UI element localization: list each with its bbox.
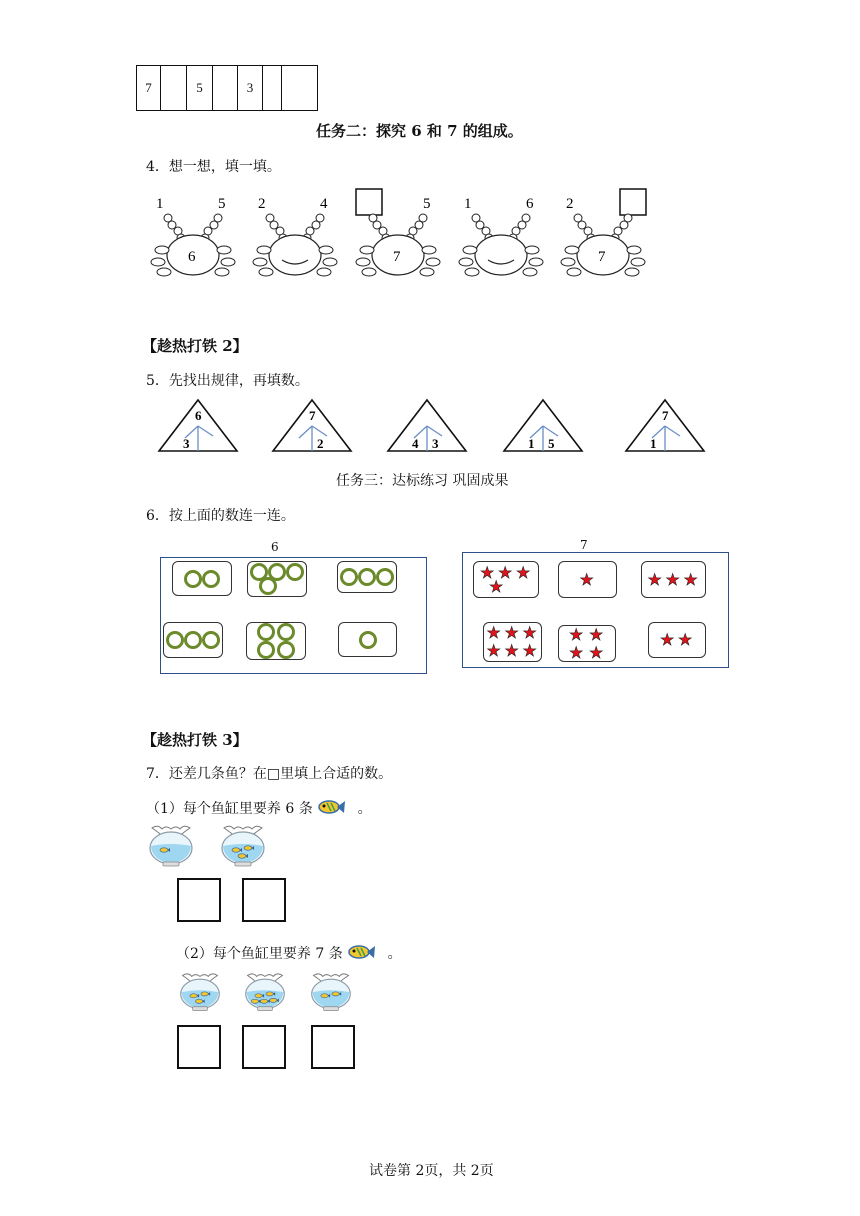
left-number: 2 [258,196,266,212]
q7-part2-end: 。 [387,946,402,962]
number-triangle [157,398,239,454]
answer-box[interactable] [242,1025,286,1069]
q6-left-number: 6 [271,540,279,554]
star: ★ [504,623,519,642]
task2-title: 任务二：探究 6 和 7 的组成。 [316,122,523,140]
star: ★ [522,641,537,660]
star: ★ [498,562,513,582]
ring [257,641,275,659]
answer-box[interactable] [177,878,221,922]
ring [202,570,220,588]
q6-label: 6．按上面的数连一连。 [146,508,295,524]
ring [184,631,202,649]
right-number: 5 [423,196,431,212]
star: ★ [660,630,675,649]
table-cell[interactable] [161,66,187,111]
section-heading-3: 【趁热打铁 3】 [142,731,248,749]
q7-part1-end: 。 [357,801,372,817]
star: ★ [504,641,519,660]
q4-label: 4．想一想，填一填。 [146,159,281,175]
number-triangle [271,398,353,454]
star: ★ [647,569,662,589]
caterpillar-figure [150,188,240,288]
ring [166,631,184,649]
star-card[interactable] [558,625,616,662]
star: ★ [569,642,584,662]
center-number: 7 [393,249,401,265]
left-number: 1 [464,196,472,212]
ring-card[interactable] [338,622,397,657]
fish-bowl [242,970,288,1011]
star: ★ [516,562,531,582]
ring-card[interactable] [247,561,307,597]
left-number: 3 [183,436,190,451]
fish-bowl [177,970,223,1011]
center-number: 6 [188,249,196,265]
blank-box[interactable] [356,189,382,215]
star-card[interactable] [641,561,706,598]
ring-card[interactable] [172,561,232,596]
ring [184,570,202,588]
ring [359,631,377,649]
ring [277,623,295,641]
q7-part1-label [146,798,372,819]
star: ★ [480,562,495,582]
left-number: 1 [650,436,657,451]
number-triangle [386,398,468,454]
left-number: 1 [528,436,535,451]
ring-card[interactable] [163,622,223,658]
table-cell[interactable] [213,66,238,111]
caterpillar-figure [252,188,342,288]
star: ★ [579,569,594,589]
star: ★ [522,623,537,642]
table-cell: 7 [137,66,161,111]
star-card[interactable] [648,622,706,658]
right-number: 6 [526,196,534,212]
caterpillar-figure [355,188,445,288]
star-card[interactable] [483,622,542,662]
number-triangle [624,398,706,454]
q7-label: 7．还差几条鱼？在□里填上合适的数。 [146,766,393,782]
left-number: 4 [412,436,419,451]
answer-box[interactable] [177,1025,221,1069]
q7-part2-text: （2）每个鱼缸里要养 7 条 [176,946,343,962]
star: ★ [678,630,693,649]
right-number: 5 [218,196,226,212]
ring [340,568,358,586]
star: ★ [589,624,604,644]
ring [286,563,304,581]
task3-title: 任务三：达标练习 巩固成果 [336,473,509,489]
right-number: 4 [320,196,328,212]
ring [202,631,220,649]
star: ★ [589,642,604,662]
table-cell: 5 [187,66,213,111]
center-number: 7 [598,249,606,265]
star: ★ [683,569,698,589]
right-number: 3 [432,436,439,451]
star: ★ [569,624,584,644]
answer-box[interactable] [242,878,286,922]
top-number: 7 [309,408,316,423]
star: ★ [486,623,501,642]
right-number: 2 [317,436,324,451]
q7-part1-text: （1）每个鱼缸里要养 6 条 [146,801,313,817]
number-sequence-table [136,65,318,111]
ring [376,568,394,586]
star: ★ [665,569,680,589]
star: ★ [486,641,501,660]
ring [277,641,295,659]
star-card[interactable] [473,561,539,598]
table-cell[interactable] [263,66,282,111]
left-number: 1 [156,196,164,212]
ring-card[interactable] [337,561,397,593]
answer-box[interactable] [311,1025,355,1069]
number-triangle [502,398,584,454]
caterpillar-figure [458,188,548,288]
page-footer: 试卷第 2页，共 2页 [369,1163,494,1179]
section-heading-2: 【趁热打铁 2】 [142,337,248,355]
fish-bowl [308,970,354,1011]
table-cell[interactable] [282,66,318,111]
ring-card[interactable] [246,622,306,660]
left-number: 2 [566,196,574,212]
fish-icon [347,944,375,964]
fish-icon [317,799,345,819]
ring [257,623,275,641]
blank-box[interactable] [620,189,646,215]
table-cell: 3 [238,66,263,111]
ring [259,577,277,595]
fish-bowl [146,822,196,867]
fish-bowl [218,822,268,867]
caterpillar-figure [560,188,650,288]
star: ★ [489,576,504,596]
q5-label: 5．先找出规律，再填数。 [146,373,309,389]
q6-right-number: 7 [580,538,588,552]
ring [358,568,376,586]
q7-part2-label [176,943,402,964]
top-number: 7 [662,408,669,423]
star-card[interactable] [558,561,617,598]
top-number: 6 [195,408,202,423]
right-number: 5 [548,436,555,451]
